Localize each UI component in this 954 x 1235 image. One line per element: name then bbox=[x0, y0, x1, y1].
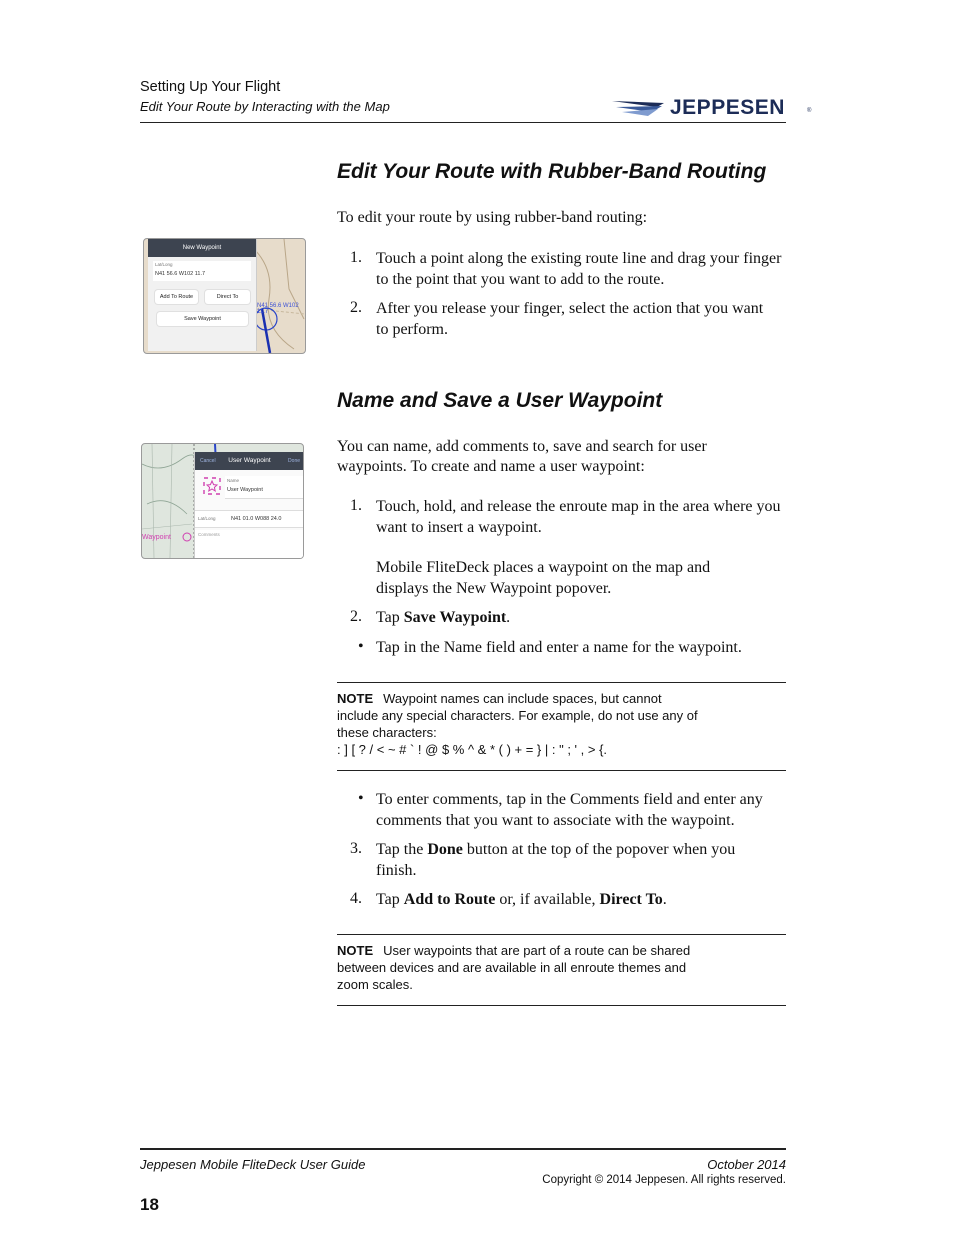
name-label: Name bbox=[227, 478, 240, 483]
step-text: Touch a point along the existing route line and drag your finger to the point that you want to add to the route. bbox=[376, 250, 782, 288]
new-waypoint-popover bbox=[148, 239, 257, 351]
footer-date: October 2014 bbox=[707, 1157, 786, 1172]
done-term: Done bbox=[427, 841, 463, 858]
note-shared-waypoints: NOTE User waypoints that are part of a route can be shared between devices and are available in all enroute themes and zoom scales. bbox=[337, 943, 691, 992]
note-waypoint-names: NOTE Waypoint names can include spaces, but cannot include any special characters. For example, do not use any of these characters: : ] [ ? / < ~ # ` ! @ $ % ^ & * ( ) + = } | : " ; ' , > {. bbox=[337, 691, 698, 757]
step-4-text: Tap Add to Route or, if available, Direct To. bbox=[376, 891, 667, 908]
user-waypoint-screenshot bbox=[141, 443, 304, 559]
step-2-text: Tap Save Waypoint. bbox=[376, 609, 511, 626]
latlong-value: N41 01.0 W088 24.0 bbox=[231, 516, 282, 522]
header-rule bbox=[140, 122, 786, 123]
new-waypoint-screenshot bbox=[143, 238, 306, 354]
jeppesen-swoosh-icon bbox=[612, 96, 672, 120]
step-number: 4. bbox=[350, 890, 362, 907]
save-waypoint-button[interactable]: Save Waypoint bbox=[157, 312, 248, 326]
step-1-text: Touch, hold, and release the enroute map in the area where you want to insert a waypoint. bbox=[376, 498, 781, 536]
header-subsection-title: Edit Your Route by Interacting with the Map bbox=[140, 99, 390, 114]
logo-wordmark: JEPPESEN bbox=[670, 96, 785, 119]
latlong-label: Lat/Long bbox=[155, 262, 173, 267]
note-top-rule bbox=[337, 934, 786, 935]
page-number: 18 bbox=[140, 1195, 159, 1214]
add-to-route-button[interactable]: Add To Route bbox=[155, 290, 198, 304]
step-number: 2. bbox=[350, 299, 362, 316]
cancel-button[interactable]: Cancel bbox=[200, 458, 216, 464]
footer-guide-title: Jeppesen Mobile FliteDeck User Guide bbox=[140, 1157, 366, 1172]
name-field[interactable] bbox=[225, 476, 304, 499]
latlong-field[interactable] bbox=[153, 261, 251, 281]
step-number: 1. bbox=[350, 497, 362, 514]
step-number: 1. bbox=[350, 249, 362, 266]
done-button[interactable]: Done bbox=[288, 458, 300, 464]
popover-title: New Waypoint bbox=[148, 239, 256, 257]
rubber-band-intro: To edit your route by using rubber-band routing: bbox=[337, 209, 648, 226]
user-waypoint-heading: Name and Save a User Waypoint bbox=[337, 389, 663, 412]
note-bottom-rule bbox=[337, 1005, 786, 1006]
footer-copyright: Copyright © 2014 Jeppesen. All rights reserved. bbox=[542, 1174, 786, 1186]
add-to-route-term: Add to Route bbox=[403, 891, 496, 908]
latlong-field[interactable] bbox=[195, 510, 304, 528]
bullet-mark: • bbox=[358, 638, 364, 655]
map-waypoint-label: N41 56.6 W102 11.7 bbox=[257, 303, 299, 315]
note-label: NOTE bbox=[337, 691, 374, 706]
popover-header bbox=[195, 452, 304, 470]
note-label: NOTE bbox=[337, 943, 374, 958]
note-top-rule bbox=[337, 682, 786, 683]
rubber-band-heading: Edit Your Route with Rubber-Band Routing bbox=[337, 160, 767, 183]
waypoint-star-icon bbox=[203, 477, 221, 495]
comments-label: Comments bbox=[198, 532, 220, 537]
direct-to-button[interactable]: Direct To bbox=[205, 290, 250, 304]
jeppesen-logo bbox=[612, 96, 812, 120]
user-waypoint-popover bbox=[194, 452, 304, 558]
note-bottom-rule bbox=[337, 770, 786, 771]
header-section-title: Setting Up Your Flight bbox=[140, 79, 281, 95]
footer-rule bbox=[140, 1148, 786, 1150]
step-text: After you release your finger, select the action that you want to perform. bbox=[376, 300, 764, 338]
name-value: User Waypoint bbox=[227, 487, 263, 493]
registered-mark: ® bbox=[807, 108, 812, 114]
step-3-text: Tap the Done button at the top of the popover when you finish. bbox=[376, 841, 736, 879]
direct-to-term: Direct To bbox=[599, 891, 663, 908]
step-1-result: Mobile FliteDeck places a waypoint on the map and displays the New Waypoint popover. bbox=[376, 559, 711, 597]
map-waypoint-label: Waypoint bbox=[142, 534, 171, 541]
bullet-mark: • bbox=[358, 790, 364, 807]
latlong-label: Lat/Long bbox=[198, 516, 216, 521]
latlong-value: N41 56.6 W102 11.7 bbox=[155, 271, 206, 277]
step-number: 3. bbox=[350, 840, 362, 857]
save-waypoint-term: Save Waypoint bbox=[403, 609, 507, 626]
comments-field[interactable] bbox=[195, 530, 304, 558]
bullet-2-text: To enter comments, tap in the Comments field and enter any comments that you want to associate with the waypoint. bbox=[376, 791, 763, 829]
popover-title: User Waypoint bbox=[228, 457, 271, 464]
special-characters-list: : ] [ ? / < ~ # ` ! @ $ % ^ & * ( ) + = } | : " ; ' , > {. bbox=[337, 742, 608, 757]
step-number: 2. bbox=[350, 608, 362, 625]
bullet-1-text: Tap in the Name field and enter a name for the waypoint. bbox=[376, 639, 742, 656]
user-waypoint-intro: You can name, add comments to, save and search for user waypoints. To create and name a user waypoint: bbox=[337, 438, 707, 475]
